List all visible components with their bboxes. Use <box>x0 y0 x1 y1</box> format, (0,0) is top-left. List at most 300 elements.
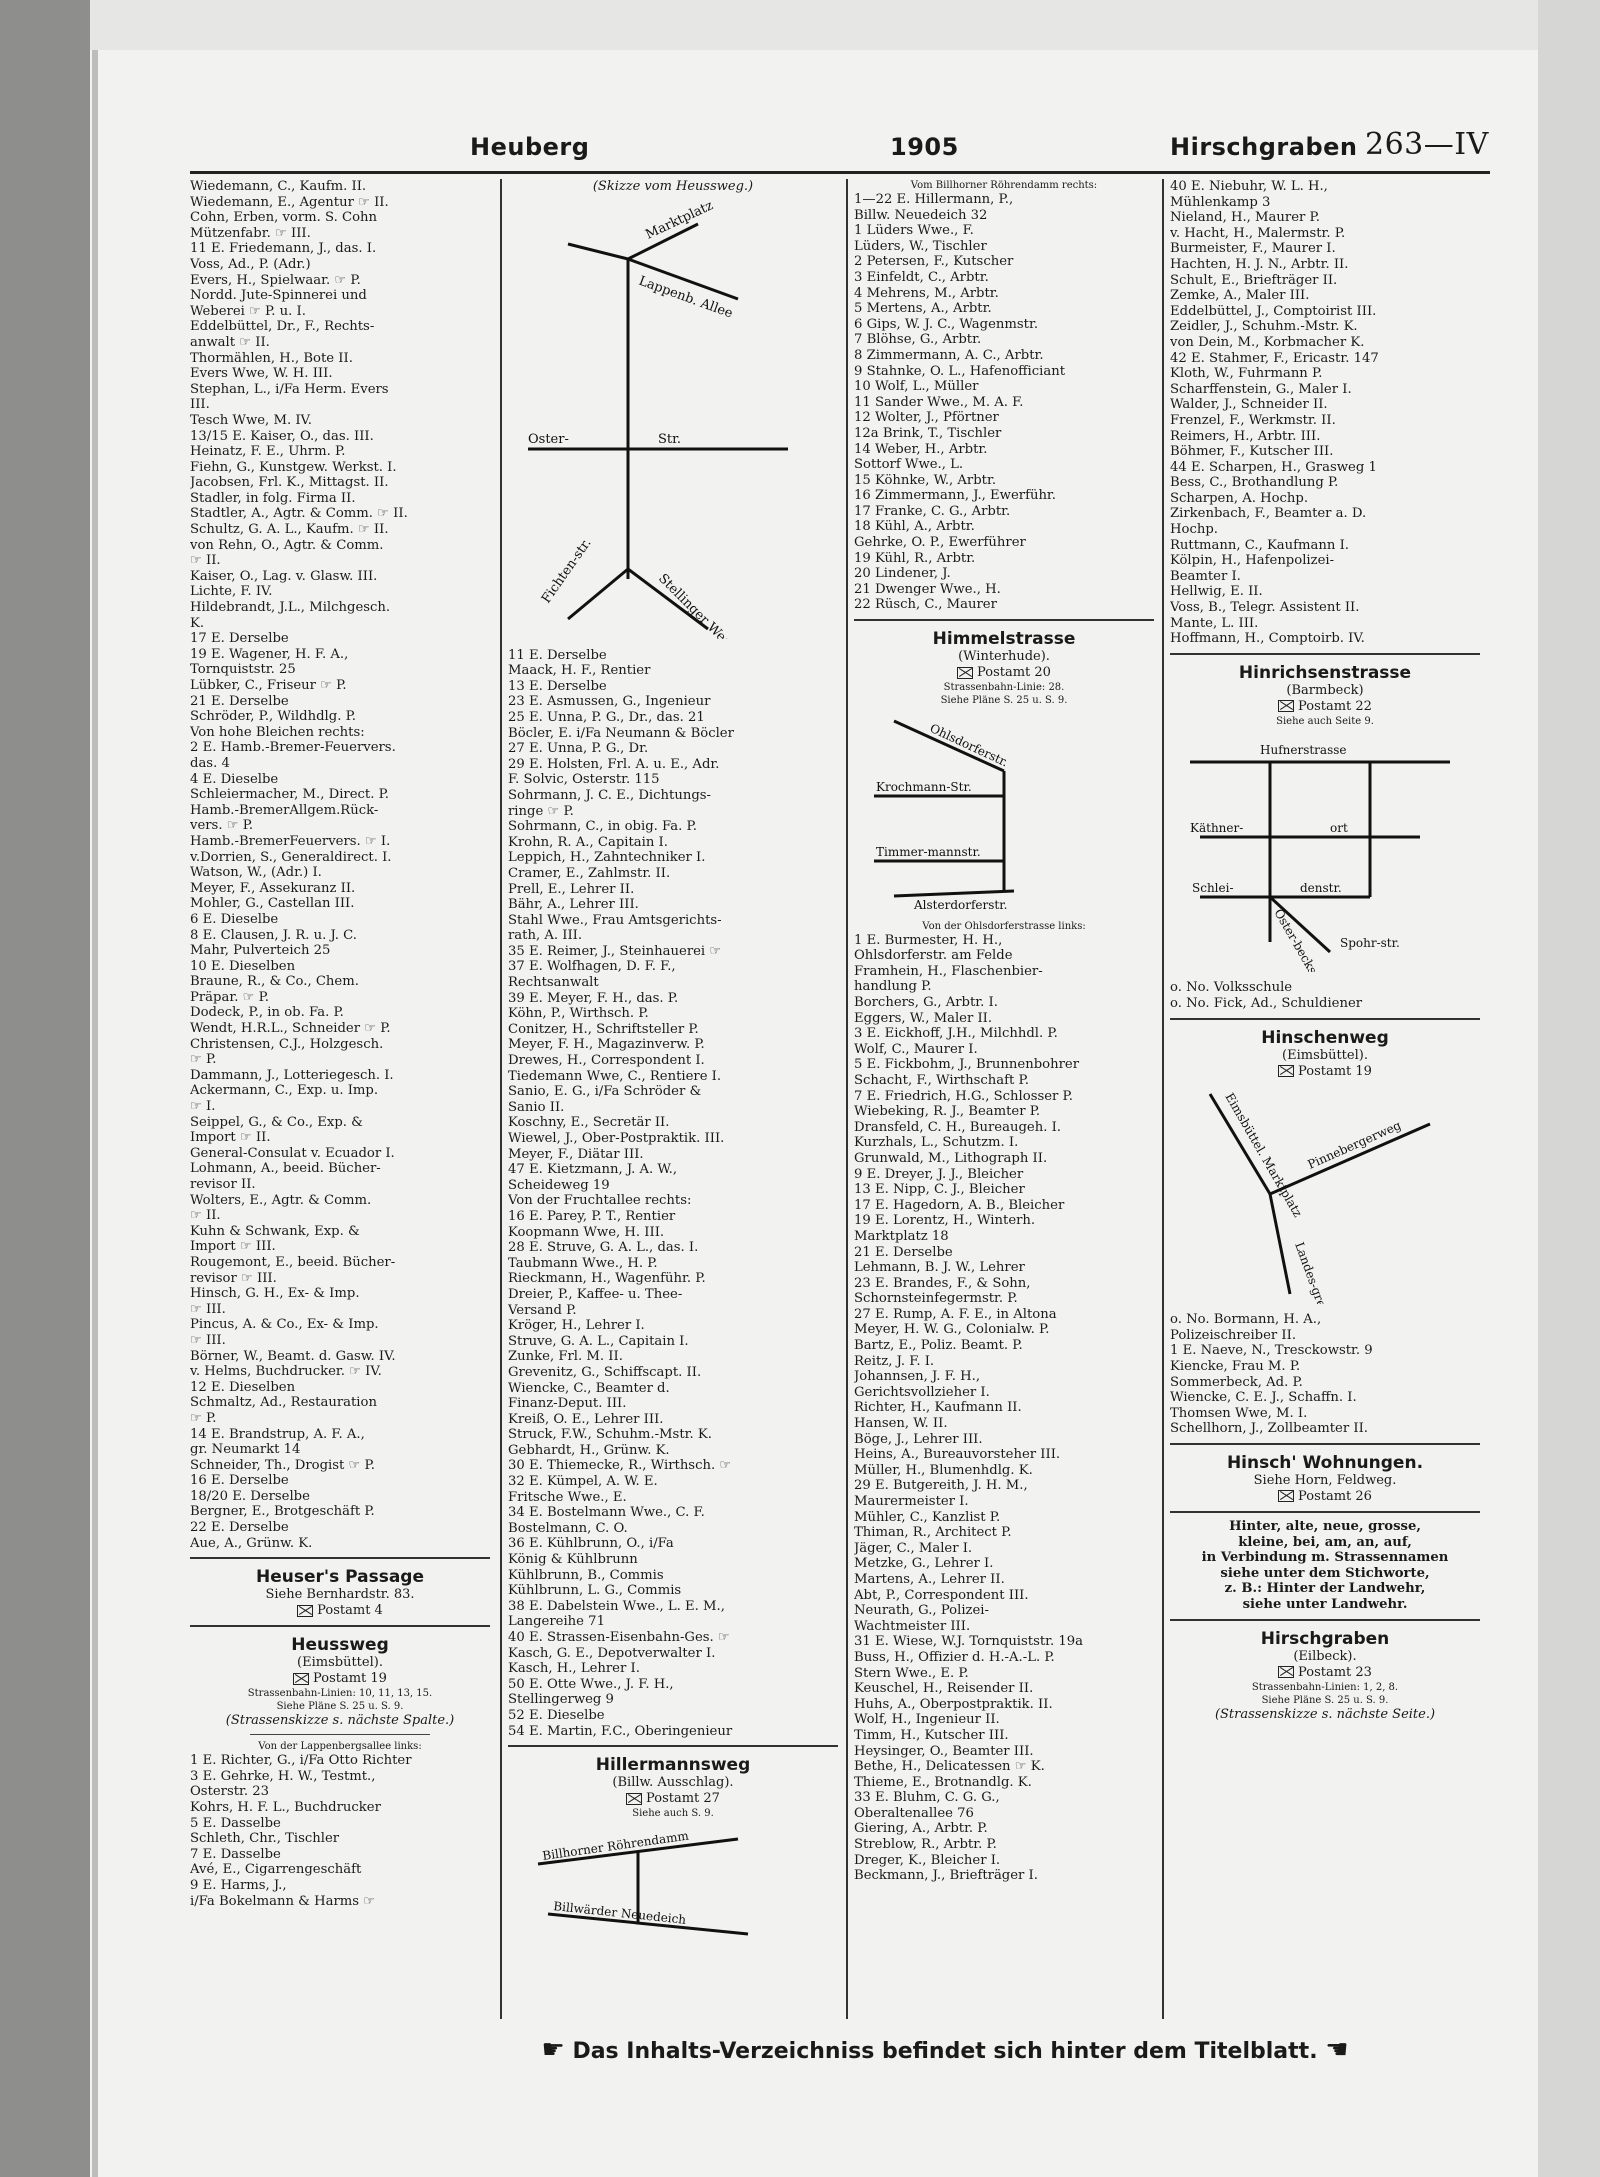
directory-page <box>170 105 1490 2105</box>
postamt-text: Postamt 19 <box>313 1671 387 1687</box>
directory-entry: Neurath, G., Polizei- <box>854 1603 989 1619</box>
directory-entry: Struck, F.W., Schuhm.-Mstr. K. <box>508 1427 712 1443</box>
directory-entry: 16 Zimmermann, J., Ewerführ. <box>854 488 1056 504</box>
directory-entry: Meyer, F. H., Magazinverw. P. <box>508 1037 705 1053</box>
postamt-text: Postamt 26 <box>1298 1488 1372 1504</box>
directory-entry: Krohn, R. A., Capitain I. <box>508 834 668 850</box>
district: (Eilbeck). <box>1293 1648 1357 1664</box>
directory-entry: ☞ III. <box>190 1301 226 1317</box>
postamt-icon <box>626 1793 642 1805</box>
directory-entry: Heysinger, O., Beamter III. <box>854 1743 1034 1759</box>
directory-entry: Johannsen, J. F. H., <box>854 1369 981 1385</box>
directory-entry: Mühler, C., Kanzlist P. <box>854 1509 1001 1525</box>
directory-entry: 1 E. Richter, G., i/Fa Otto Richter <box>190 1753 412 1769</box>
district: (Barmbeck) <box>1286 682 1364 698</box>
sketch-label: Marktplatz <box>643 199 716 243</box>
directory-entry: handlung P. <box>854 979 932 995</box>
district: (Winterhude). <box>958 649 1050 665</box>
directory-entry: Wachtmeister III. <box>854 1618 971 1634</box>
directory-entry: Meyer, F., Assekuranz II. <box>190 880 356 896</box>
postamt-line <box>1170 1064 1480 1080</box>
street-heading-hinrichsenstrasse: Hinrichsenstrasse <box>1238 662 1412 683</box>
directory-entry: siehe unter Landwehr. <box>1242 1596 1408 1612</box>
directory-entry: Von der Fruchtallee rechts: <box>508 1193 692 1209</box>
directory-entry: 5 E. Fickbohm, J., Brunnenbohrer <box>854 1057 1079 1073</box>
directory-entry: Stadtler, A., Agtr. & Comm. ☞ II. <box>190 506 408 522</box>
directory-entry: Rechtsanwalt <box>508 975 599 991</box>
postamt-text: Postamt 27 <box>646 1791 720 1807</box>
directory-entry: Mützenfabr. ☞ III. <box>190 225 311 241</box>
directory-entry: Prell, E., Lehrer II. <box>508 881 635 897</box>
sketch-label: Spohr-str. <box>1340 935 1400 950</box>
directory-entry: 12 E. Dieselben <box>190 1379 296 1395</box>
district: (Billw. Ausschlag). <box>612 1775 734 1791</box>
directory-entry: Dreger, K., Bleicher I. <box>854 1852 1001 1868</box>
directory-entry: Tesch Wwe, M. IV. <box>190 412 312 428</box>
directory-entry: Schleiermacher, M., Direct. P. <box>190 787 389 803</box>
directory-entry: Kröger, H., Lehrer I. <box>508 1318 645 1334</box>
directory-entry: Wolters, E., Agtr. & Comm. <box>190 1192 372 1208</box>
directory-entry: Aue, A., Grünw. K. <box>190 1535 313 1551</box>
directory-entry: Cohn, Erben, vorm. S. Cohn <box>190 210 378 226</box>
directory-entry: Meyer, F., Diätar III. <box>508 1146 644 1162</box>
directory-entry: das. 4 <box>190 755 230 771</box>
directory-entry: 18/20 E. Derselbe <box>190 1488 310 1504</box>
section-rule <box>1170 653 1480 655</box>
directory-entry: 12a Brink, T., Tischler <box>854 425 1002 441</box>
directory-entry: Hildebrandt, J.L., Milchgesch. <box>190 600 391 616</box>
directory-entry: Christensen, C.J., Holzgesch. <box>190 1036 384 1052</box>
postamt-line <box>1170 1489 1480 1505</box>
plan-ref: Siehe Pläne S. 25 u. S. 9. <box>276 1701 404 1713</box>
directory-entry: 3 Einfeldt, C., Arbtr. <box>854 269 989 285</box>
directory-entry: 13/15 E. Kaiser, O., das. III. <box>190 428 374 444</box>
directory-entry: 39 E. Meyer, F. H., das. P. <box>508 990 679 1006</box>
directory-entry: ☞ II. <box>190 1208 221 1224</box>
plan-ref: Siehe auch Seite 9. <box>1276 715 1374 727</box>
entry-list <box>1170 179 1480 647</box>
postamt-icon <box>957 667 973 679</box>
directory-entry: Lichte, F. IV. <box>190 584 273 600</box>
directory-entry: 2 Petersen, F., Kutscher <box>854 254 1014 270</box>
directory-entry: Hamb.-BremerFeuervers. ☞ I. <box>190 833 391 849</box>
directory-entry: Thormählen, H., Bote II. <box>190 350 353 366</box>
directory-entry: Schultz, G. A. L., Kaufm. ☞ II. <box>190 522 389 538</box>
directory-entry: Voss, Ad., P. (Adr.) <box>190 256 311 272</box>
directory-entry: Metzke, G., Lehrer I. <box>854 1556 994 1572</box>
directory-entry: Zirkenbach, F., Beamter a. D. <box>1170 506 1367 522</box>
directory-entry: Thomsen Wwe, M. I. <box>1170 1405 1308 1421</box>
directory-entry: Osterstr. 23 <box>190 1784 270 1800</box>
directory-entry: 35 E. Reimer, J., Steinhauerei ☞ <box>508 943 722 959</box>
directory-entry: Hellwig, E. II. <box>1170 584 1263 600</box>
directory-entry: Grevenitz, G., Schiffscapt. II. <box>508 1364 702 1380</box>
directory-entry: Maack, H. F., Rentier <box>508 663 651 679</box>
directory-entry: Drewes, H., Correspondent I. <box>508 1053 705 1069</box>
directory-entry: Framhein, H., Flaschenbier- <box>854 963 1043 979</box>
directory-entry: 47 E. Kietzmann, J. A. W., <box>508 1162 678 1178</box>
directory-entry: 19 E. Lorentz, H., Winterh. <box>854 1213 1036 1229</box>
directory-entry: Tornquiststr. 25 <box>190 662 296 678</box>
directory-entry: Taubmann Wwe., H. P. <box>508 1255 658 1271</box>
directory-entry: revisor ☞ III. <box>190 1270 277 1286</box>
directory-entry: 4 Mehrens, M., Arbtr. <box>854 285 999 301</box>
section-rule <box>854 619 1154 621</box>
pointing-hand-icon: ☚ <box>1325 2035 1349 2065</box>
sketch-label: denstr. <box>1300 880 1342 895</box>
hinter-note <box>1170 1519 1480 1613</box>
directory-entry: 21 Dwenger Wwe., H. <box>854 581 1001 597</box>
sketch-label: Ohlsdorferstr. <box>927 721 1011 770</box>
directory-entry: Reitz, J. F. I. <box>854 1353 935 1369</box>
directory-entry: 19 Kühl, R., Arbtr. <box>854 550 976 566</box>
directory-entry: Giering, A., Arbtr. P. <box>854 1821 988 1837</box>
directory-entry: 42 E. Stahmer, F., Ericastr. 147 <box>1170 350 1379 366</box>
directory-entry: Kurzhals, L., Schutzm. I. <box>854 1135 1019 1151</box>
street-sketch-hinschenweg <box>1170 1084 1470 1304</box>
directory-entry: König & Kühlbrunn <box>508 1552 638 1568</box>
directory-entry: Bartz, E., Poliz. Beamt. P. <box>854 1338 1023 1354</box>
directory-entry: gr. Neumarkt 14 <box>190 1442 301 1458</box>
directory-entry: 29 E. Holsten, Frl. A. u. E., Adr. <box>508 756 720 772</box>
directory-entry: Lohmann, A., beeid. Bücher- <box>190 1161 381 1177</box>
street-sketch-hinrichsenstrasse <box>1170 732 1470 972</box>
directory-entry: 33 E. Bluhm, C. G. G., <box>854 1790 1000 1806</box>
sketch-label: Fichten-str. <box>538 535 595 607</box>
directory-entry: 11 E. Derselbe <box>508 647 607 663</box>
postamt-icon <box>1278 1065 1294 1077</box>
directory-entry: 20 Lindener, J. <box>854 566 951 582</box>
directory-entry: 22 Rüsch, C., Maurer <box>854 597 997 613</box>
directory-entry: 40 E. Strassen-Eisenbahn-Ges. ☞ <box>508 1630 730 1645</box>
street-heading-hirschgraben: Hirschgraben <box>1260 1628 1390 1649</box>
directory-entry: 7 E. Dasselbe <box>190 1846 281 1862</box>
directory-entry: Avé, E., Cigarrengeschäft <box>190 1862 362 1878</box>
postamt-line <box>1170 699 1480 715</box>
directory-entry: 31 E. Wiese, W.J. Tornquiststr. 19a <box>854 1634 1084 1650</box>
directory-entry: Fiehn, G., Kunstgew. Werkst. I. <box>190 459 397 475</box>
directory-entry: 14 Weber, H., Arbtr. <box>854 441 988 457</box>
directory-entry: Nieland, H., Maurer P. <box>1170 210 1320 226</box>
directory-entry: K. <box>190 615 205 631</box>
directory-entry: Martens, A., Lehrer II. <box>854 1571 1005 1587</box>
directory-entry: Wiebeking, R. J., Beamter P. <box>854 1104 1041 1120</box>
section-rule <box>508 1745 838 1747</box>
directory-entry: ☞ II. <box>190 553 221 569</box>
postamt-text: Postamt 4 <box>317 1603 383 1619</box>
directory-entry: 7 Blöhse, G., Arbtr. <box>854 332 982 348</box>
plan-ref: Siehe Pläne S. 25 u. S. 9. <box>940 695 1068 707</box>
directory-entry: Sohrmann, C., in obig. Fa. P. <box>508 819 697 835</box>
directory-entry: 9 E. Harms, J., <box>190 1878 287 1893</box>
directory-entry: Stadler, in folg. Firma II. <box>190 490 356 506</box>
street-note: Siehe Bernhardstr. 83. <box>265 1587 415 1603</box>
directory-entry: Bethe, H., Delicatessen ☞ K. <box>854 1759 1045 1775</box>
directory-entry: Ruttmann, C., Kaufmann I. <box>1170 537 1349 553</box>
directory-entry: Schornsteinfegermstr. P. <box>854 1291 1018 1307</box>
directory-entry: Cramer, E., Zahlmstr. II. <box>508 865 671 881</box>
directory-entry: Marktplatz 18 <box>854 1228 949 1244</box>
directory-entry: Dodeck, P., in ob. Fa. P. <box>190 1005 344 1021</box>
directory-entry: Beckmann, J., Briefträger I. <box>854 1868 1038 1884</box>
directory-entry: Scheideweg 19 <box>508 1177 610 1193</box>
directory-entry: Conitzer, H., Schriftsteller P. <box>508 1021 699 1037</box>
street-heading-heussweg: Heussweg <box>291 1635 389 1656</box>
sketch-label: Billhorner Röhrendamm <box>541 1828 690 1864</box>
directory-entry: Böcler, E. i/Fa Neumann & Böcler <box>508 725 734 741</box>
directory-entry: Lübker, C., Friseur ☞ P. <box>190 678 347 693</box>
directory-entry: siehe unter dem Stichworte, <box>1220 1565 1430 1581</box>
directory-entry: Koschny, E., Secretär II. <box>508 1115 670 1131</box>
directory-entry: Mohler, G., Castellan III. <box>190 896 355 912</box>
directory-entry: 13 E. Derselbe <box>508 678 607 694</box>
column-3 <box>854 179 1154 2019</box>
directory-entry: Pincus, A. & Co., Ex- & Imp. <box>190 1317 379 1333</box>
directory-entry: 10 E. Dieselben <box>190 958 296 974</box>
directory-entry: Struve, G. A. L., Capitain I. <box>508 1333 689 1349</box>
directory-entry: Jacobsen, Frl. K., Mittagst. II. <box>190 475 389 491</box>
postamt-icon <box>1278 1490 1294 1502</box>
directory-entry: 11 E. Friedemann, J., das. I. <box>190 241 377 257</box>
sketch-title: (Skizze vom Heussweg.) <box>592 179 754 194</box>
directory-entry: 54 E. Martin, F.C., Oberingenieur <box>508 1723 733 1739</box>
directory-entry: Beamter I. <box>1170 568 1241 584</box>
directory-entry: Fritsche Wwe., E. <box>508 1489 627 1505</box>
directory-entry: Bostelmann, C. O. <box>508 1520 628 1536</box>
sketch-label: Eimsbüttel. Marktplatz <box>1222 1090 1305 1220</box>
directory-entry: 21 E. Derselbe <box>854 1244 953 1260</box>
column-2 <box>508 179 838 2019</box>
directory-entry: Schmaltz, Ad., Restauration <box>190 1395 377 1411</box>
directory-entry: 32 E. Kümpel, A. W. E. <box>508 1474 658 1490</box>
column-1 <box>190 179 490 2019</box>
directory-entry: 10 Wolf, L., Müller <box>854 379 979 395</box>
directory-entry: 6 Gips, W. J. C., Wagenmstr. <box>854 316 1039 332</box>
directory-entry: Lehmann, B. J. W., Lehrer <box>854 1260 1025 1276</box>
postamt-icon <box>297 1605 313 1617</box>
directory-entry: Kiencke, Frau M. P. <box>1170 1358 1301 1374</box>
directory-entry: 11 Sander Wwe., M. A. F. <box>854 394 1024 410</box>
directory-entry: 17 E. Hagedorn, A. B., Bleicher <box>854 1197 1065 1213</box>
directory-entry: Nordd. Jute-Spinnerei und <box>190 288 367 304</box>
directory-entry: 40 E. Niebuhr, W. L. H., <box>1170 179 1328 194</box>
directory-entry: Wiedemann, E., Agentur ☞ II. <box>190 194 389 210</box>
tram-lines: Strassenbahn-Linie: 28. <box>943 682 1065 694</box>
directory-entry: 8 E. Clausen, J. R. u. J. C. <box>190 927 357 943</box>
directory-entry: Ackermann, C., Exp. u. Imp. <box>190 1083 379 1099</box>
directory-entry: ☞ III. <box>190 1332 226 1348</box>
sketch-label: Billwärder Neuedeich <box>552 1899 687 1928</box>
postamt-text: Postamt 23 <box>1298 1664 1372 1680</box>
directory-entry: 1 E. Naeve, N., Tresckowstr. 9 <box>1170 1343 1373 1359</box>
directory-entry: Zeidler, J., Schuhm.-Mstr. K. <box>1170 319 1358 335</box>
rule <box>250 1734 430 1735</box>
directory-entry: Zunke, Frl. M. II. <box>508 1349 623 1365</box>
sketch-label: Lappenb. Allee <box>636 273 735 322</box>
postamt-icon <box>293 1673 309 1685</box>
directory-entry: 18 Kühl, A., Arbtr. <box>854 519 975 535</box>
directory-entry: 34 E. Bostelmann Wwe., C. F. <box>508 1505 705 1521</box>
directory-entry: Kühlbrunn, B., Commis <box>508 1567 664 1583</box>
directory-entry: kleine, bei, am, an, auf, <box>1238 1534 1412 1550</box>
postamt-text: Postamt 19 <box>1298 1063 1372 1079</box>
section-rule <box>190 1557 490 1559</box>
directory-entry: v.Dorrien, S., Generaldirect. I. <box>190 849 392 865</box>
tram-lines: Strassenbahn-Linien: 1, 2, 8. <box>1251 1681 1399 1693</box>
directory-entry: 28 E. Struve, G. A. L., das. I. <box>508 1240 699 1256</box>
street-heading-himmelstrasse: Himmelstrasse <box>932 629 1076 650</box>
column-divider <box>1162 179 1164 2019</box>
section-rule <box>1170 1018 1480 1020</box>
directory-entry: Grunwald, M., Lithograph II. <box>854 1150 1048 1166</box>
directory-entry: Mahr, Pulverteich 25 <box>190 943 331 959</box>
directory-entry: 37 E. Wolfhagen, D. F. F., <box>508 959 676 975</box>
directory-entry: 7 E. Friedrich, H.G., Schlosser P. <box>854 1088 1073 1104</box>
directory-entry: Jäger, C., Maler I. <box>854 1540 973 1556</box>
directory-entry: ☞ I. <box>190 1099 216 1115</box>
directory-entry: Bergner, E., Brotgeschäft P. <box>190 1504 375 1520</box>
directory-entry: General-Consulat v. Ecuador I. <box>190 1145 395 1161</box>
column-4 <box>1170 179 1480 2019</box>
directory-entry: Maurermeister I. <box>854 1494 969 1509</box>
directory-entry: Schleth, Chr., Tischler <box>190 1831 340 1847</box>
section-rule <box>190 1625 490 1627</box>
directory-entry: Import ☞ II. <box>190 1130 271 1146</box>
directory-entry: Eddelbüttel, Dr., F., Rechts- <box>190 319 375 335</box>
section-rule <box>1170 1443 1480 1445</box>
district: (Eimsbüttel). <box>297 1655 383 1671</box>
directory-entry: Meyer, H. W. G., Colonialw. P. <box>854 1322 1050 1338</box>
sketch-label: Alsterdorferstr. <box>914 898 1008 912</box>
directory-entry: Hinter, alte, neue, grosse, <box>1229 1518 1421 1534</box>
directory-entry: 1 Lüders Wwe., F. <box>854 223 974 239</box>
scan-edge-top <box>90 0 1550 50</box>
directory-entry: Richter, H., Kaufmann II. <box>854 1400 1022 1416</box>
directory-entry: Thieme, E., Brotnandlg. K. <box>854 1774 1032 1790</box>
postamt-line <box>508 1791 838 1807</box>
directory-entry: z. B.: Hinter der Landwehr, <box>1224 1581 1426 1597</box>
directory-entry: 4 E. Dieselbe <box>190 771 279 787</box>
directory-entry: Bähr, A., Lehrer III. <box>508 897 639 913</box>
directory-entry: Timm, H., Kutscher III. <box>854 1727 1009 1743</box>
directory-entry: 23 E. Asmussen, G., Ingenieur <box>508 694 711 710</box>
directory-entry: Stephan, L., i/Fa Herm. Evers <box>190 381 389 397</box>
directory-entry: Kölpin, H., Hafenpolizei- <box>1170 553 1335 569</box>
directory-entry: Sanio II. <box>508 1099 565 1115</box>
column-divider <box>846 179 848 2019</box>
directory-entry: Kasch, H., Lehrer I. <box>508 1661 640 1677</box>
directory-entry: 3 E. Gehrke, H. W., Testmt., <box>190 1768 376 1784</box>
sketch-label: ort <box>1330 820 1348 835</box>
directory-entry: Eddelbüttel, J., Comptoirist III. <box>1170 303 1377 319</box>
postamt-icon <box>1278 1666 1294 1678</box>
directory-entry: von Dein, M., Korbmacher K. <box>1170 334 1365 350</box>
directory-entry: Gehrke, O. P., Ewerführer <box>854 535 1026 551</box>
directory-entry: Abt, P., Correspondent III. <box>854 1587 1029 1603</box>
street-sketch-himmelstrasse <box>854 711 1154 911</box>
section-rule <box>1170 1619 1480 1621</box>
directory-entry: Sottorf Wwe., L. <box>854 457 964 473</box>
street-sketch-hillermannsweg <box>508 1824 828 1944</box>
sketch-label: Timmer-mannstr. <box>876 845 981 860</box>
sketch-label: Pinnebergerweg <box>1305 1117 1404 1172</box>
directory-entry: Dreier, P., Kaffee- u. Thee- <box>508 1286 683 1302</box>
directory-entry: 1 E. Burmester, H. H., <box>854 932 1003 948</box>
directory-entry: Kasch, G. E., Depotverwalter I. <box>508 1645 716 1661</box>
pointing-hand-icon: ☛ <box>541 2035 565 2065</box>
directory-entry: Thiman, R., Architect P. <box>854 1525 1012 1541</box>
street-heading-hillermannsweg: Hillermannsweg <box>595 1755 751 1776</box>
directory-entry: Finanz-Deput. III. <box>508 1396 627 1412</box>
entry-list <box>1170 980 1480 1011</box>
directory-entry: revisor II. <box>190 1177 256 1192</box>
entry-list <box>854 192 1154 613</box>
street-note: Siehe Horn, Feldweg. <box>1253 1472 1397 1488</box>
directory-entry: 52 E. Dieselbe <box>508 1707 605 1723</box>
district: (Eimsbüttel). <box>1282 1047 1368 1063</box>
directory-entry: Evers Wwe, W. H. III. <box>190 366 333 382</box>
header-street-to: Hirschgraben <box>1170 133 1358 161</box>
directory-entry: Langereihe 71 <box>508 1614 605 1630</box>
directory-entry: Wendt, H.R.L., Schneider ☞ P. <box>190 1021 391 1037</box>
postamt-line <box>190 1603 490 1619</box>
postamt-line <box>1170 1665 1480 1681</box>
header-street-from: Heuberg <box>470 133 590 161</box>
directory-entry: Köhn, P., Wirthsch. P. <box>508 1006 649 1022</box>
directory-entry: in Verbindung m. Strassennamen <box>1201 1550 1449 1566</box>
directory-entry: Von hohe Bleichen rechts: <box>190 724 365 740</box>
directory-entry: Bess, C., Brothandlung P. <box>1170 475 1339 491</box>
sketch-label: Str. <box>658 432 682 447</box>
directory-entry: Hoffmann, H., Comptoirb. IV. <box>1170 631 1365 647</box>
sketch-label: Oster- <box>528 432 569 447</box>
directory-entry: Seippel, G., & Co., Exp. & <box>190 1114 363 1130</box>
directory-entry: Börner, W., Beamt. d. Gasw. IV. <box>190 1348 396 1364</box>
directory-entry: Heins, A., Bureauvorsteher III. <box>854 1447 1061 1463</box>
directory-entry: o. No. Fick, Ad., Schuldiener <box>1170 996 1363 1011</box>
directory-entry: Gerichtsvollzieher I. <box>854 1384 990 1400</box>
directory-entry: 9 E. Dreyer, J. J., Bleicher <box>854 1166 1024 1182</box>
directory-entry: Eggers, W., Maler II. <box>854 1010 993 1026</box>
directory-entry: Dransfeld, C. H., Bureaugeh. I. <box>854 1119 1061 1135</box>
directory-entry: Wiencke, C., Beamter d. <box>508 1380 670 1396</box>
directory-entry: III. <box>190 397 210 413</box>
directory-entry: Wiewel, J., Ober-Postpraktik. III. <box>508 1131 725 1146</box>
directory-entry: Sohrmann, J. C. E., Dichtungs- <box>508 787 711 803</box>
directory-entry: Rieckmann, H., Wagenführ. P. <box>508 1271 706 1287</box>
directory-entry: Versand P. <box>508 1302 577 1318</box>
entry-list <box>190 179 490 1551</box>
page-header <box>170 105 1490 165</box>
directory-entry: Weberei ☞ P. u. I. <box>190 303 306 319</box>
directory-entry: Präpar. ☞ P. <box>190 989 269 1005</box>
directory-entry: Wiedemann, C., Kaufm. II. <box>190 179 367 194</box>
directory-entry: i/Fa Bokelmann & Harms ☞ <box>190 1893 376 1909</box>
directory-entry: Mante, L. III. <box>1170 615 1259 631</box>
directory-entry: 14 E. Brandstrup, A. F. A., <box>190 1426 365 1442</box>
postamt-text: Postamt 20 <box>977 665 1051 681</box>
directory-entry: Sommerbeck, Ad. P. <box>1170 1374 1303 1390</box>
directory-entry: F. Solvic, Osterstr. 115 <box>508 772 660 788</box>
directory-entry: Keuschel, H., Reisender II. <box>854 1681 1034 1697</box>
directory-entry: Stern Wwe., E. P. <box>854 1665 969 1681</box>
footer-note: Das Inhalts-Verzeichniss befindet sich hinter dem Titelblatt. <box>572 2039 1318 2064</box>
directory-entry: Huhs, A., Oberpostpraktik. II. <box>854 1696 1053 1712</box>
directory-entry: Dammann, J., Lotteriegesch. I. <box>190 1067 394 1083</box>
directory-entry: Kühlbrunn, L. G., Commis <box>508 1583 682 1599</box>
directory-entry: 29 E. Butgereith, J. H. M., <box>854 1478 1028 1494</box>
directory-entry: von Rehn, O., Agtr. & Comm. <box>190 537 384 553</box>
